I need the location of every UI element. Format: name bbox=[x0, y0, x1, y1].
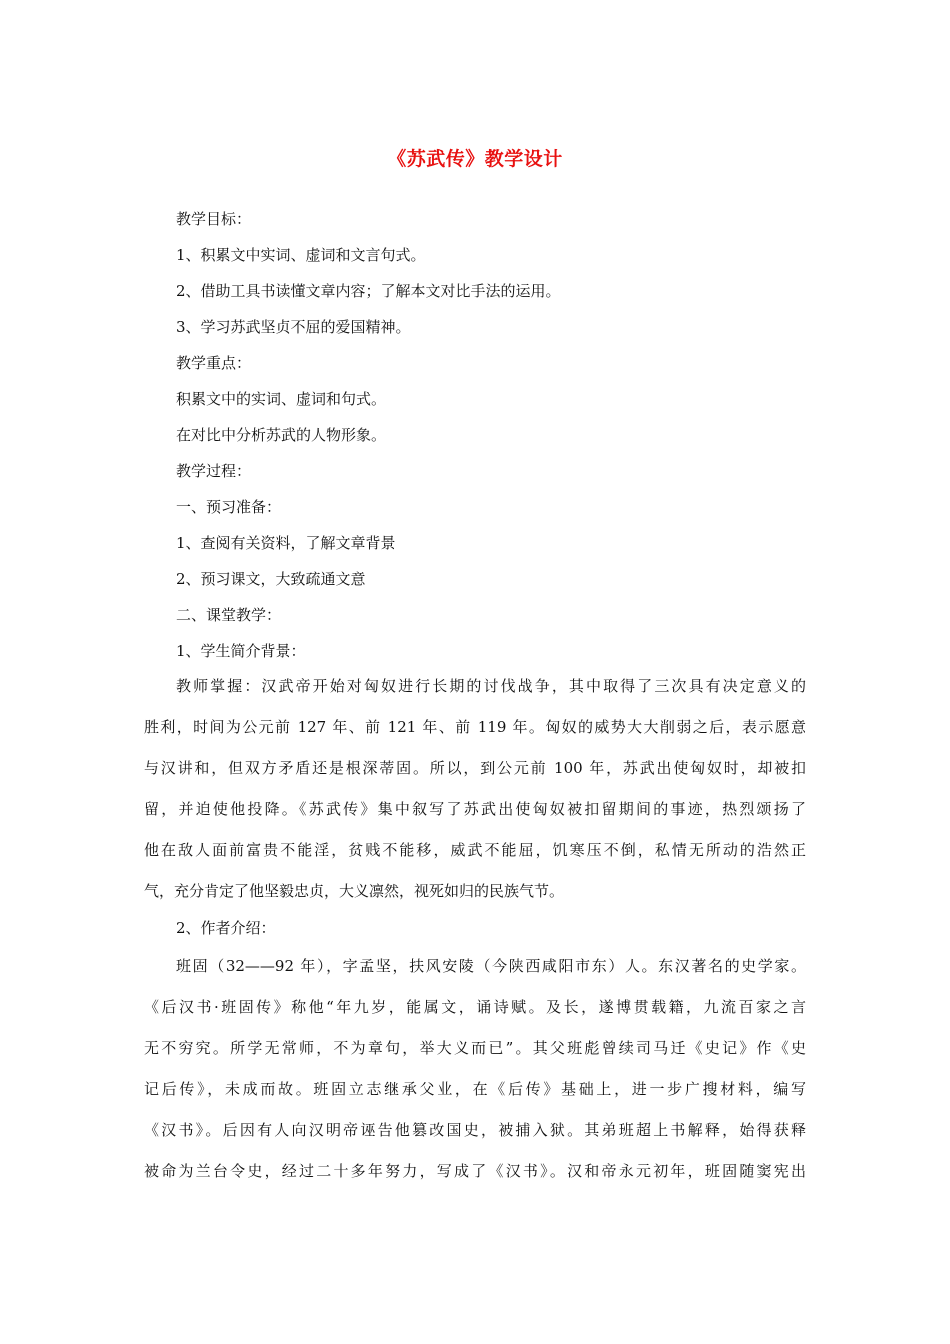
key-point-item: 积累文中的实词、虚词和句式。 bbox=[176, 390, 387, 408]
background-line: 他在敌人面前富贵不能淫，贫贱不能移，威武不能屈，饥寒压不倒，私情无所动的浩然正 bbox=[144, 841, 806, 859]
key-points-heading: 教学重点： bbox=[176, 354, 252, 372]
prep-heading: 一、预习准备： bbox=[176, 498, 282, 516]
author-line: 无不穷究。所学无常师，不为章句，举大义而已”。其父班彪曾续司马迁《史记》作《史 bbox=[144, 1039, 806, 1057]
background-paragraph bbox=[144, 666, 806, 912]
background-line: 与汉讲和，但双方矛盾还是根深蒂固。所以，到公元前 100 年，苏武出使匈奴时，却被扣 bbox=[144, 759, 806, 777]
background-heading: 1、学生简介背景： bbox=[176, 642, 306, 660]
author-line: 被命为兰台令史，经过二十多年努力，写成了《汉书》。汉和帝永元初年，班固随窦宪出 bbox=[144, 1162, 806, 1180]
background-line: 教师掌握：汉武帝开始对匈奴进行长期的讨伐战争，其中取得了三次具有决定意义的 bbox=[176, 677, 806, 695]
author-heading-block bbox=[144, 910, 806, 946]
goal-item: 1、积累文中实词、虚词和文言句式。 bbox=[176, 246, 426, 264]
class-heading: 二、课堂教学： bbox=[176, 606, 282, 624]
document-title: 《苏武传》教学设计 bbox=[387, 148, 563, 170]
author-line: 《汉书》。后因有人向汉明帝诬告他篡改国史，被捕入狱。其弟班超上书解释，始得获释 bbox=[144, 1121, 806, 1139]
process-heading: 教学过程： bbox=[176, 462, 252, 480]
prep-item: 1、查阅有关资料，了解文章背景 bbox=[176, 534, 396, 552]
goals-heading: 教学目标： bbox=[176, 210, 252, 228]
goal-item: 2、借助工具书读懂文章内容；了解本文对比手法的运用。 bbox=[176, 282, 561, 300]
goal-item: 3、学习苏武坚贞不屈的爱国精神。 bbox=[176, 318, 411, 336]
background-line: 气，充分肯定了他坚毅忠贞，大义凛然，视死如归的民族气节。 bbox=[144, 882, 565, 900]
key-point-item: 在对比中分析苏武的人物形象。 bbox=[176, 426, 387, 444]
prep-item: 2、预习课文，大致疏通文意 bbox=[176, 570, 366, 588]
author-paragraph bbox=[144, 946, 806, 1192]
author-line: 班固（32——92 年），字孟坚，扶风安陵（今陕西咸阳市东）人。东汉著名的史学家。 bbox=[176, 957, 806, 975]
author-heading: 2、作者介绍： bbox=[176, 919, 276, 937]
author-line: 《后汉书·班固传》称他“年九岁，能属文，诵诗赋。及长，遂博贯载籍，九流百家之言 bbox=[144, 998, 806, 1016]
background-line: 胜利，时间为公元前 127 年、前 121 年、前 119 年。匈奴的威势大大削弱之后，表示愿意 bbox=[144, 718, 806, 736]
background-line: 留，并迫使他投降。《苏武传》集中叙写了苏武出使匈奴被扣留期间的事迹，热烈颂扬了 bbox=[144, 800, 806, 818]
author-line: 记后传》，未成而故。班固立志继承父业，在《后传》基础上，进一步广搜材料，编写 bbox=[144, 1080, 806, 1098]
outline-section bbox=[144, 201, 806, 669]
